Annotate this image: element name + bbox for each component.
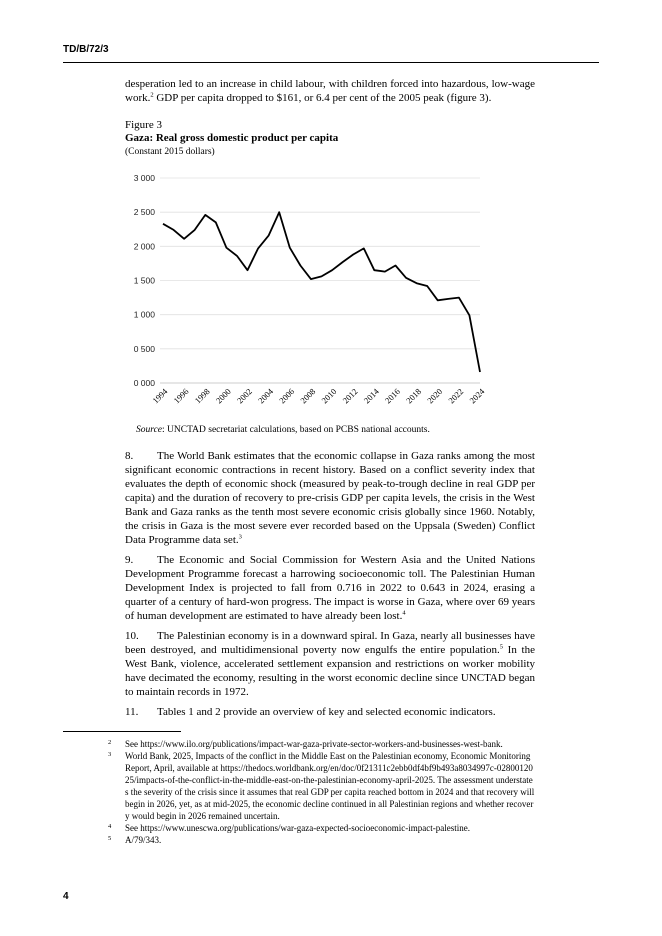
y-tick-label: 1 000	[133, 309, 155, 320]
x-tick-label: 2004	[255, 386, 276, 406]
figure-label: Figure 3	[125, 119, 162, 131]
source-label: Source	[136, 425, 163, 435]
x-tick-label: 2008	[298, 386, 318, 406]
x-tick-label: 2006	[277, 386, 297, 406]
footnote-number: 3	[108, 751, 112, 758]
x-tick-label: 2022	[446, 386, 466, 406]
body-paragraphs	[125, 449, 535, 725]
paragraph-8	[125, 449, 535, 547]
footnotes	[108, 738, 536, 846]
paragraph-number: 8.	[125, 450, 134, 462]
x-tick-label: 2012	[340, 386, 360, 406]
x-tick-label: 2002	[234, 386, 254, 406]
paragraph-text-continued: In the West Bank, violence, accelerated settlement expansion and restrictions on worker mobility have decimated the economy, resulting in the worst economic decline since UNCTAD began to maintain records in 1972.	[125, 644, 535, 698]
footnote-3	[108, 750, 536, 822]
paragraph-9	[125, 553, 535, 623]
paragraph-10	[125, 629, 535, 699]
footnote-ref-2[interactable]: 2	[150, 91, 154, 99]
page-number: 4	[63, 891, 69, 902]
document-symbol: TD/B/72/3	[63, 44, 109, 55]
footnote-separator	[63, 731, 181, 732]
intro-text-b: GDP per capita dropped to $161, or 6.4 per cent of the 2005 peak (figure 3).	[153, 92, 492, 104]
y-tick-label: 1 500	[133, 275, 155, 286]
footnote-ref-3[interactable]: 3	[238, 533, 242, 541]
footnote-number: 2	[108, 739, 112, 746]
paragraph-text: The World Bank estimates that the economic collapse in Gaza ranks among the most significant economic contractions in recent history. Based on a conflict severity index that evaluates the depth of economic shock (measured by peak-to-trough decline in real GDP per capita) and the duration of recovery to pre-crisis GDP per capita levels, the crisis in the West Bank and Gaza ranks as the tenth most severe economic crisis globally since 1960. Notably, the crisis in Gaza is the most severe ever recorded based on the Uppsala (Sweden) Conflict Data Programme data set.	[125, 450, 535, 546]
y-tick-label: 2 500	[133, 207, 155, 218]
gdp-line-chart	[118, 165, 488, 420]
footnote-4	[108, 822, 536, 834]
x-tick-label: 2016	[382, 386, 402, 406]
paragraph-text: Tables 1 and 2 provide an overview of key and selected economic indicators.	[157, 706, 496, 718]
header-rule	[63, 62, 599, 63]
footnote-5	[108, 834, 536, 846]
footnote-number: 5	[108, 835, 112, 842]
y-tick-label: 2 000	[133, 241, 155, 252]
footnote-ref-5[interactable]: 5	[499, 643, 503, 651]
footnote-text: See https://www.unescwa.org/publications/war-gaza-expected-socioeconomic-impact-palestine.	[125, 823, 470, 833]
figure-title: Gaza: Real gross domestic product per capita	[125, 132, 339, 144]
footnote-ref-4[interactable]: 4	[402, 609, 406, 617]
intro-text-a: desperation led to an increase in child labour, with children forced into hazardous, low-wage work.	[125, 78, 535, 104]
footnote-2	[108, 738, 536, 750]
x-tick-label: 1996	[171, 386, 191, 406]
footnote-number: 4	[108, 823, 112, 830]
x-tick-label: 1994	[150, 386, 170, 406]
x-tick-label: 2014	[361, 386, 381, 406]
paragraph-11	[125, 705, 535, 719]
footnote-text: See https://www.ilo.org/publications/impact-war-gaza-private-sector-workers-and-businesses-west-bank.	[125, 739, 503, 749]
paragraph-text: The Economic and Social Commission for Western Asia and the United Nations Development Programme forecast a harrowing socioeconomic toll. The Palestinian Human Development Index is projected to fall from 0.716 in 2022 to 0.643 in 2024, erasing a quarter of a century of hard-won progress. The impact is worse in Gaza, where over 69 years of human development are estimated to have already been lost.	[125, 554, 535, 622]
y-tick-label: 0 500	[133, 343, 155, 354]
paragraph-text: The Palestinian economy is in a downward spiral. In Gaza, nearly all businesses have been destroyed, and multidimensional poverty now engulfs the entire population.	[125, 630, 535, 656]
paragraph-number: 9.	[125, 554, 134, 566]
paragraph-number: 10.	[125, 630, 139, 642]
x-tick-label: 2018	[403, 386, 424, 406]
footnote-text: World Bank, 2025, Impacts of the conflict in the Middle East on the Palestinian economy, Economic Monitoring Report, April, available at https://thedocs.worldbank.org/en/doc/0f21311c2ebb0df4bf9b493a8034997c-0280012025/impacts-of-the-conflict-in-the-middle-east-on-the-palestinian-economy-april-2025. The assessment understates the severity of the crisis since it assumes that real GDP per capita reached bottom in 2024 and that recovery will begin in 2026, yet, as at mid-2025, the economic decline continued in all Palestinian regions and whether recovery would begin in 2026 remained uncertain.	[125, 751, 535, 821]
source-text: : UNCTAD secretariat calculations, based on PCBS national accounts.	[162, 425, 430, 435]
x-tick-label: 2010	[319, 386, 339, 406]
x-tick-label: 1998	[192, 386, 212, 406]
x-tick-label: 2000	[213, 386, 233, 406]
x-tick-label: 2020	[425, 386, 445, 406]
figure-source	[136, 425, 430, 435]
footnote-text: A/79/343.	[125, 835, 162, 845]
paragraph-number: 11.	[125, 706, 139, 718]
y-tick-label: 0 000	[133, 378, 155, 388]
intro-paragraph	[125, 77, 535, 105]
series-line	[163, 212, 480, 372]
y-tick-label: 3 000	[133, 173, 155, 183]
figure-units: (Constant 2015 dollars)	[125, 147, 215, 157]
x-tick-label: 2024	[467, 386, 487, 406]
